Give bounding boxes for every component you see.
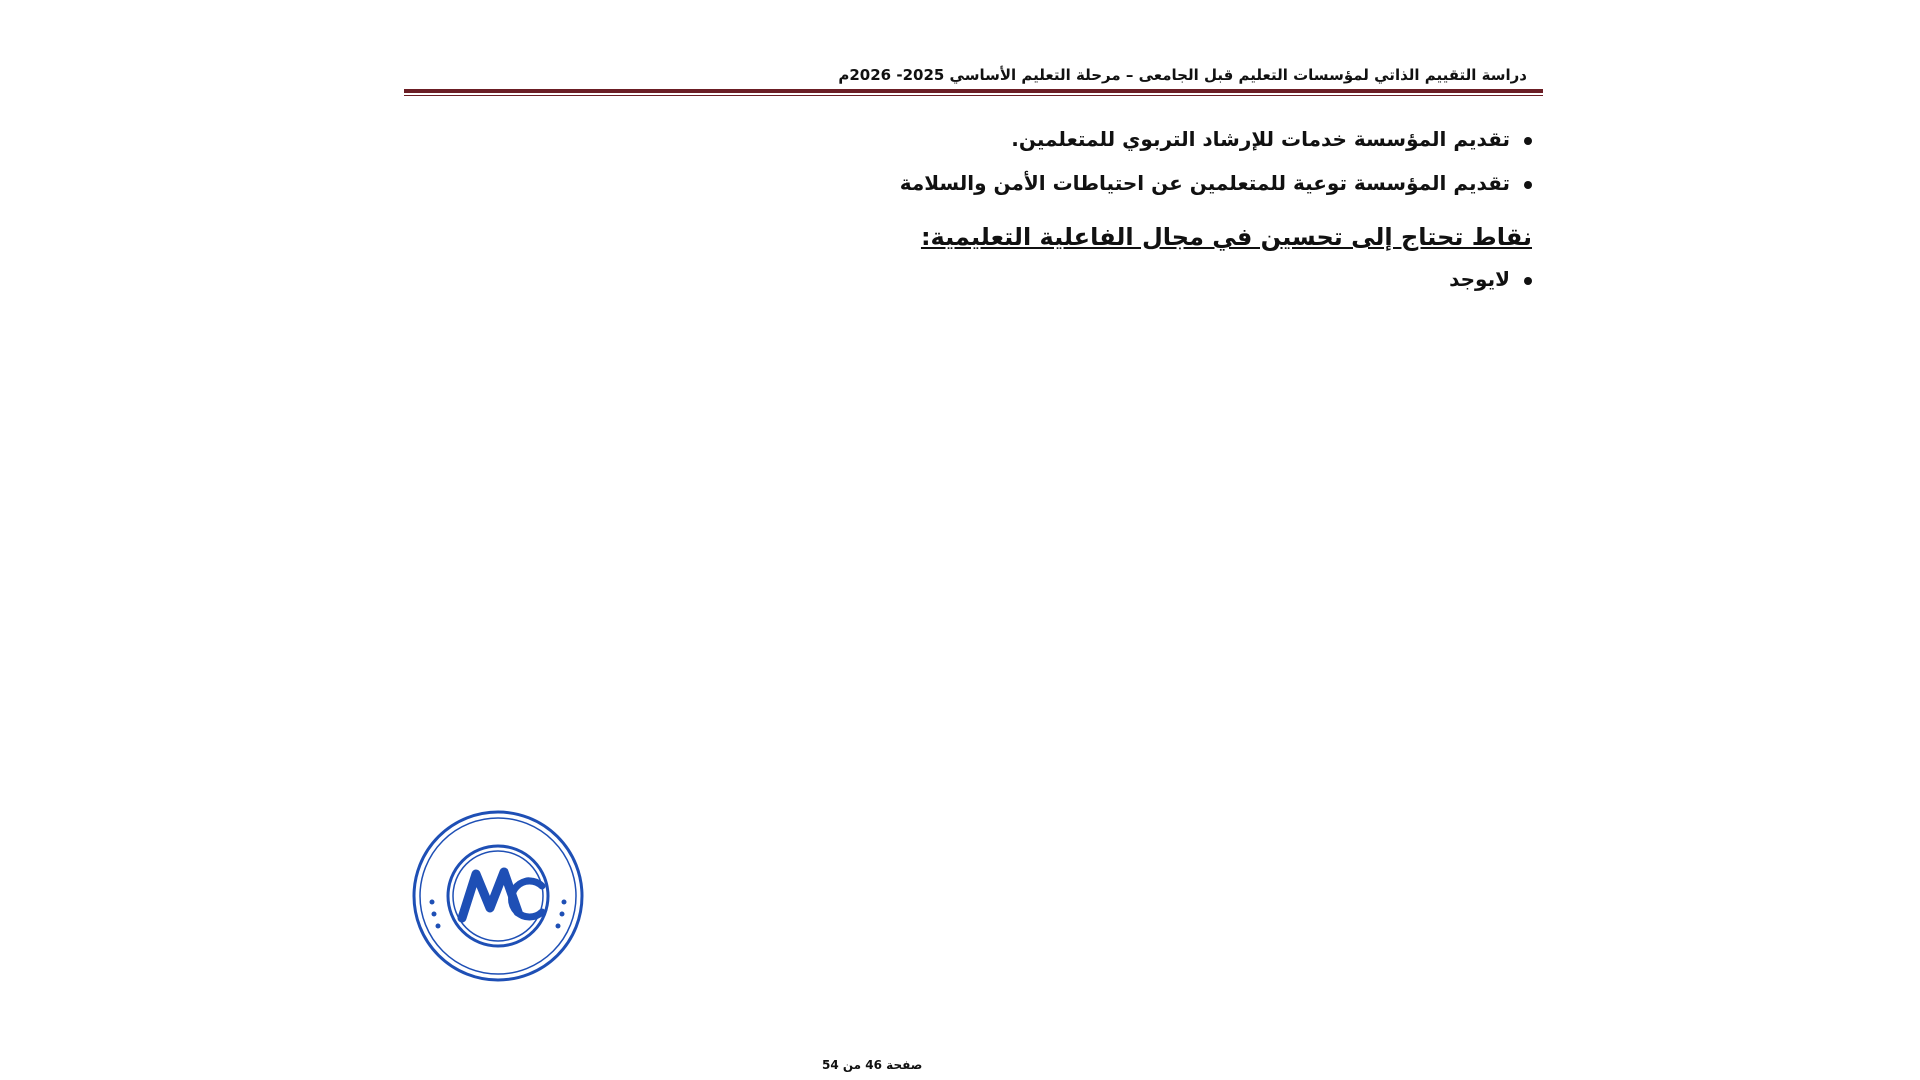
bullet-icon [1524,277,1532,285]
header-rule-thick [404,89,1543,93]
school-seal-stamp [410,808,586,984]
page-number: صفحة 46 من 54 [822,1058,923,1072]
bullet-text: تقديم المؤسسة توعية للمتعلمين عن احتياطات الأمن والسلامة [899,171,1510,195]
bullet-item [900,161,1532,205]
bullet-icon [1524,181,1532,189]
main-content [900,117,1532,301]
header-rule-thin [404,95,1543,96]
bullet-item [900,117,1532,161]
section-heading: نقاط تحتاج إلى تحسين في مجال الفاعلية التعليمية: [920,223,1532,251]
bullet-text: لايوجد [1449,267,1510,291]
bullet-icon [1524,137,1532,145]
bullet-text: تقديم المؤسسة خدمات للإرشاد التربوي للمتعلمين. [1011,127,1510,151]
bullet-item [900,257,1532,301]
header-title: دراسة التقييم الذاتي لمؤسسات التعليم قبل الجامعى – مرحلة التعليم الأساسي 2025- 2026م [838,66,1527,84]
